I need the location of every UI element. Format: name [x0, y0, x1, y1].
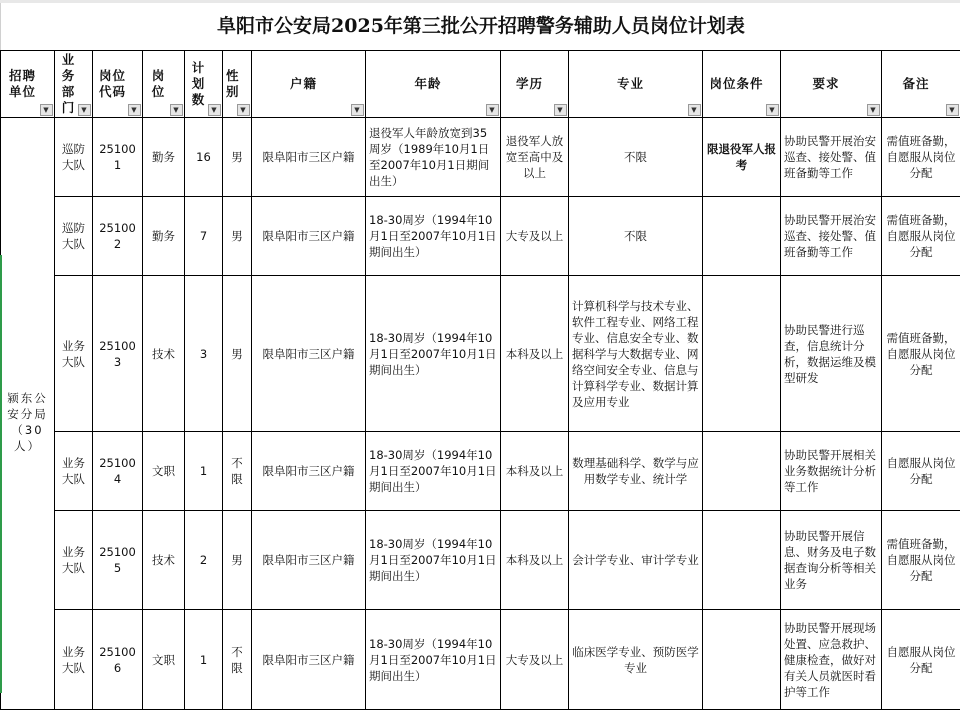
edu-cell[interactable]: 本科及以上	[501, 432, 569, 511]
column-header	[252, 51, 366, 118]
count-cell[interactable]: 3	[185, 276, 223, 432]
table-row	[1, 197, 960, 276]
cond-cell[interactable]	[703, 432, 781, 511]
gender-cell[interactable]: 男	[223, 197, 252, 276]
position-plan-table	[0, 50, 960, 710]
filter-dropdown-icon[interactable]: ▼	[40, 104, 53, 116]
age-cell[interactable]: 18-30周岁（1994年10月1日至2007年10月1日期间出生）	[366, 276, 501, 432]
gender-cell[interactable]: 男	[223, 276, 252, 432]
age-cell[interactable]: 18-30周岁（1994年10月1日至2007年10月1日期间出生）	[366, 511, 501, 610]
column-header-label: 学历	[504, 76, 565, 92]
filter-dropdown-icon[interactable]: ▼	[946, 104, 959, 116]
column-header	[703, 51, 781, 118]
table-row	[1, 118, 960, 197]
post-cell[interactable]: 勤务	[143, 197, 185, 276]
filter-dropdown-icon[interactable]: ▼	[208, 104, 221, 116]
major-cell[interactable]: 会计学专业、审计学专业	[569, 511, 703, 610]
dept-cell[interactable]: 业务大队	[55, 610, 93, 710]
code-cell[interactable]: 251001	[93, 118, 143, 197]
cond-cell[interactable]: 限退役军人报考	[703, 118, 781, 197]
column-header-label: 岗位	[146, 68, 181, 100]
column-header	[882, 51, 960, 118]
cond-cell[interactable]	[703, 610, 781, 710]
edu-cell[interactable]: 大专及以上	[501, 610, 569, 710]
table-row	[1, 432, 960, 511]
note-cell[interactable]: 需值班备勤，自愿服从岗位分配	[882, 511, 960, 610]
huji-cell[interactable]: 限阜阳市三区户籍	[252, 276, 366, 432]
column-header-label: 业务部门	[58, 52, 89, 116]
gender-cell[interactable]: 不限	[223, 432, 252, 511]
count-cell[interactable]: 1	[185, 610, 223, 710]
column-header-label: 招聘单位	[4, 68, 51, 100]
dept-cell[interactable]: 巡防大队	[55, 197, 93, 276]
post-cell[interactable]: 文职	[143, 610, 185, 710]
filter-dropdown-icon[interactable]: ▼	[351, 104, 364, 116]
edu-cell[interactable]: 本科及以上	[501, 276, 569, 432]
note-cell[interactable]: 需值班备勤，自愿服从岗位分配	[882, 197, 960, 276]
column-header	[143, 51, 185, 118]
major-cell[interactable]: 不限	[569, 118, 703, 197]
column-header	[366, 51, 501, 118]
note-cell[interactable]: 需值班备勤，自愿服从岗位分配	[882, 118, 960, 197]
filter-dropdown-icon[interactable]: ▼	[170, 104, 183, 116]
column-header-label: 备注	[885, 76, 957, 92]
post-cell[interactable]: 技术	[143, 511, 185, 610]
note-cell[interactable]: 需值班备勤，自愿服从岗位分配	[882, 276, 960, 432]
req-cell[interactable]: 协助民警进行巡查，信息统计分析，数据运维及模型研发	[781, 276, 882, 432]
req-cell[interactable]: 协助民警开展治安巡查、接处警、值班备勤等工作	[781, 118, 882, 197]
gender-cell[interactable]: 不限	[223, 610, 252, 710]
huji-cell[interactable]: 限阜阳市三区户籍	[252, 432, 366, 511]
note-cell[interactable]: 自愿服从岗位分配	[882, 432, 960, 511]
req-cell[interactable]: 协助民警开展治安巡查、接处警、值班备勤等工作	[781, 197, 882, 276]
req-cell[interactable]: 协助民警开展相关业务数据统计分析等工作	[781, 432, 882, 511]
code-cell[interactable]: 251006	[93, 610, 143, 710]
cond-cell[interactable]	[703, 197, 781, 276]
count-cell[interactable]: 16	[185, 118, 223, 197]
dept-cell[interactable]: 巡防大队	[55, 118, 93, 197]
cond-cell[interactable]	[703, 276, 781, 432]
column-header-label: 专业	[572, 76, 699, 92]
post-cell[interactable]: 勤务	[143, 118, 185, 197]
post-cell[interactable]: 文职	[143, 432, 185, 511]
sheet-title: 阜阳市公安局2025年第三批公开招聘警务辅助人员岗位计划表	[0, 3, 960, 50]
filter-dropdown-icon[interactable]: ▼	[486, 104, 499, 116]
note-cell[interactable]: 自愿服从岗位分配	[882, 610, 960, 710]
column-header	[1, 51, 55, 118]
count-cell[interactable]: 7	[185, 197, 223, 276]
dept-cell[interactable]: 业务大队	[55, 276, 93, 432]
code-cell[interactable]: 251004	[93, 432, 143, 511]
recruiting-unit-cell[interactable]: 颍东公安分局（30人）	[1, 118, 55, 710]
code-cell[interactable]: 251003	[93, 276, 143, 432]
column-header-label: 要求	[784, 76, 878, 92]
huji-cell[interactable]: 限阜阳市三区户籍	[252, 610, 366, 710]
age-cell[interactable]: 18-30周岁（1994年10月1日至2007年10月1日期间出生）	[366, 432, 501, 511]
column-header	[501, 51, 569, 118]
cond-cell[interactable]	[703, 511, 781, 610]
column-header	[781, 51, 882, 118]
age-cell[interactable]: 18-30周岁（1994年10月1日至2007年10月1日期间出生）	[366, 610, 501, 710]
huji-cell[interactable]: 限阜阳市三区户籍	[252, 511, 366, 610]
filter-dropdown-icon[interactable]: ▼	[128, 104, 141, 116]
filter-dropdown-icon[interactable]: ▼	[867, 104, 880, 116]
huji-cell[interactable]: 限阜阳市三区户籍	[252, 118, 366, 197]
header-row	[1, 51, 960, 118]
column-header	[569, 51, 703, 118]
column-header	[223, 51, 252, 118]
filter-dropdown-icon[interactable]: ▼	[554, 104, 567, 116]
filter-dropdown-icon[interactable]: ▼	[237, 104, 250, 116]
filter-dropdown-icon[interactable]: ▼	[766, 104, 779, 116]
dept-cell[interactable]: 业务大队	[55, 432, 93, 511]
count-cell[interactable]: 1	[185, 432, 223, 511]
column-header-label: 岗位代码	[96, 68, 139, 100]
req-cell[interactable]: 协助民警开展现场处置、应急救护、健康检查，做好对有关人员就医时看护等工作	[781, 610, 882, 710]
gender-cell[interactable]: 男	[223, 118, 252, 197]
gender-cell[interactable]: 男	[223, 511, 252, 610]
post-cell[interactable]: 技术	[143, 276, 185, 432]
row-selection-indicator	[0, 255, 2, 693]
edu-cell[interactable]: 本科及以上	[501, 511, 569, 610]
table-row	[1, 610, 960, 710]
table-row	[1, 511, 960, 610]
column-header	[93, 51, 143, 118]
edu-cell[interactable]: 大专及以上	[501, 197, 569, 276]
column-header-label: 户籍	[255, 76, 362, 92]
column-header-label: 计划数	[188, 60, 219, 108]
column-header	[185, 51, 223, 118]
age-cell[interactable]: 18-30周岁（1994年10月1日至2007年10月1日期间出生）	[366, 197, 501, 276]
major-cell[interactable]: 临床医学专业、预防医学专业	[569, 610, 703, 710]
req-cell[interactable]: 协助民警开展信息、财务及电子数据查询分析等相关业务	[781, 511, 882, 610]
column-header-label: 性别	[226, 68, 248, 100]
filter-dropdown-icon[interactable]: ▼	[688, 104, 701, 116]
dept-cell[interactable]: 业务大队	[55, 511, 93, 610]
code-cell[interactable]: 251005	[93, 511, 143, 610]
huji-cell[interactable]: 限阜阳市三区户籍	[252, 197, 366, 276]
age-cell[interactable]: 退役军人年龄放宽到35周岁（1989年10月1日至2007年10月1日期间出生）	[366, 118, 501, 197]
column-header-label: 岗位条件	[706, 76, 777, 92]
count-cell[interactable]: 2	[185, 511, 223, 610]
column-header	[55, 51, 93, 118]
filter-dropdown-icon[interactable]: ▼	[78, 104, 91, 116]
major-cell[interactable]: 数理基础科学、数学与应用数学专业、统计学	[569, 432, 703, 511]
edu-cell[interactable]: 退役军人放宽至高中及以上	[501, 118, 569, 197]
major-cell[interactable]: 计算机科学与技术专业、软件工程专业、网络工程专业、信息安全专业、数据科学与大数据专业、网络空间安全专业、信息与计算科学专业、数据计算及应用专业	[569, 276, 703, 432]
column-header-label: 年龄	[369, 76, 497, 92]
table-row	[1, 276, 960, 432]
major-cell[interactable]: 不限	[569, 197, 703, 276]
code-cell[interactable]: 251002	[93, 197, 143, 276]
